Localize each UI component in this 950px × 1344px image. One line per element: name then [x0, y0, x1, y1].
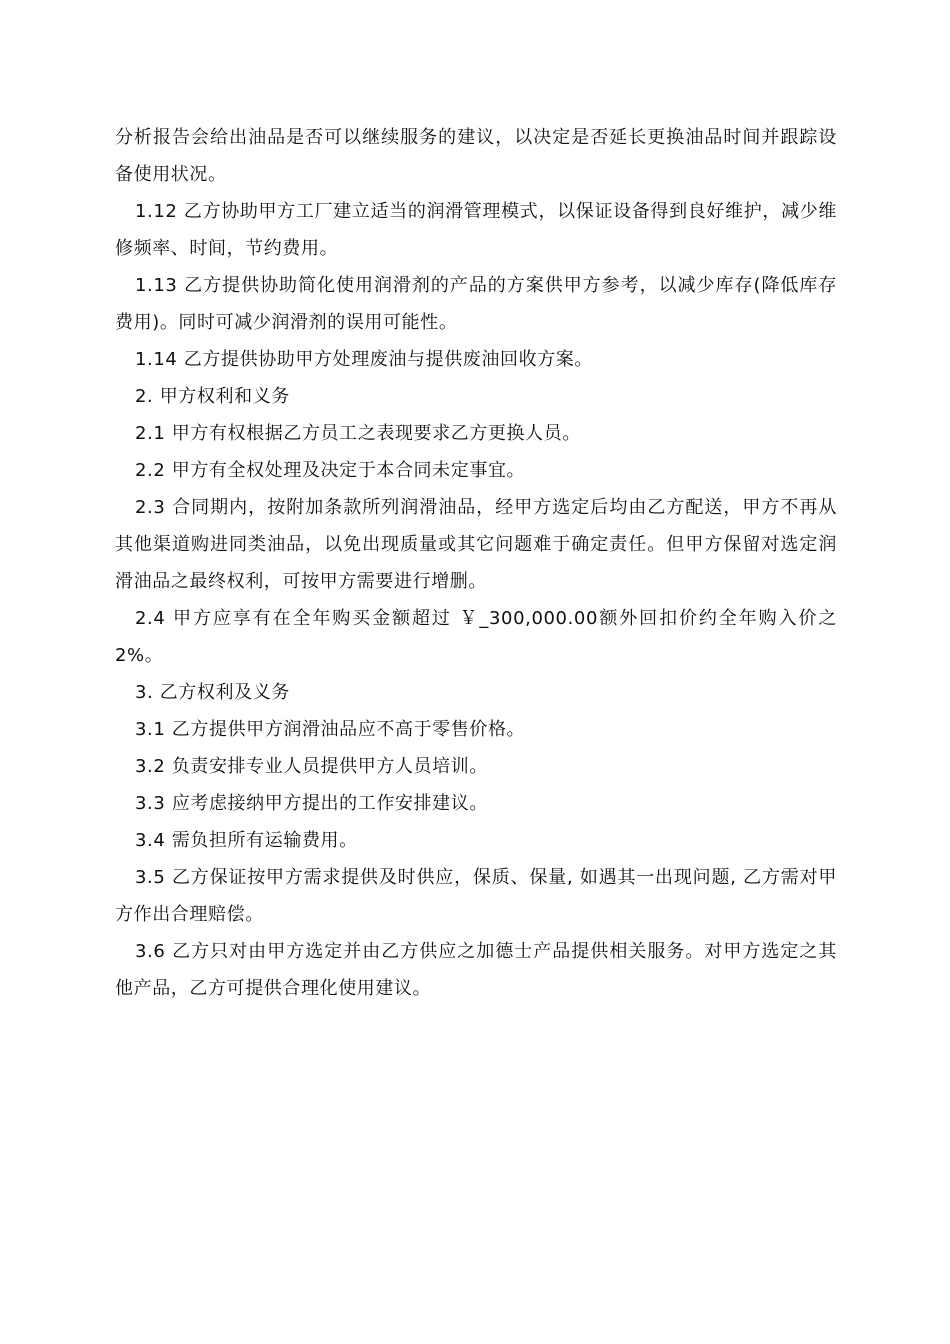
paragraph-analysis-continuation: 分析报告会给出油品是否可以继续服务的建议，以决定是否延长更换油品时间并跟踪设备使用状况。 — [115, 127, 837, 185]
paragraph-2-3: 2.3 合同期内，按附加条款所列润滑油品，经甲方选定后均由乙方配送，甲方不再从其他渠道购进同类油品，以免出现质量或其它问题难于确定责任。但甲方保留对选定润滑油品之最终权利，可按甲方需要进行增删。 — [115, 497, 837, 592]
paragraph-2-1: 2.1 甲方有权根据乙方员工之表现要求乙方更换人员。 — [135, 423, 581, 444]
document-body — [115, 119, 844, 1007]
paragraph-1-12: 1.12 乙方协助甲方工厂建立适当的润滑管理模式，以保证设备得到良好维护，减少维修频率、时间，节约费用。 — [115, 201, 837, 259]
paragraph-1-14: 1.14 乙方提供协助甲方处理废油与提供废油回收方案。 — [135, 349, 593, 370]
paragraph-2-4: 2.4 甲方应享有在全年购买金额超过 ￥_300,000.00额外回扣价约全年购入价之 2%。 — [115, 608, 844, 666]
paragraph-3-4: 3.4 需负担所有运输费用。 — [135, 830, 358, 851]
paragraph-3-5: 3.5 乙方保证按甲方需求提供及时供应，保质、保量, 如遇其一出现问题, 乙方需对甲方作出合理赔偿。 — [115, 867, 837, 925]
paragraph-3-3: 3.3 应考虑接纳甲方提出的工作安排建议。 — [135, 793, 488, 814]
paragraph-3-2: 3.2 负责安排专业人员提供甲方人员培训。 — [135, 756, 488, 777]
paragraph-3-6: 3.6 乙方只对由甲方选定并由乙方供应之加德士产品提供相关服务。对甲方选定之其他产品，乙方可提供合理化使用建议。 — [115, 941, 837, 999]
paragraph-3-1: 3.1 乙方提供甲方润滑油品应不高于零售价格。 — [135, 719, 526, 740]
section-heading-2: 2. 甲方权利和义务 — [135, 386, 290, 407]
paragraph-2-2: 2.2 甲方有全权处理及决定于本合同未定事宜。 — [135, 460, 526, 481]
section-heading-3: 3. 乙方权利及义务 — [135, 682, 290, 703]
paragraph-1-13: 1.13 乙方提供协助简化使用润滑剂的产品的方案供甲方参考，以减少库存(降低库存费用)。同时可减少润滑剂的误用可能性。 — [115, 275, 837, 333]
